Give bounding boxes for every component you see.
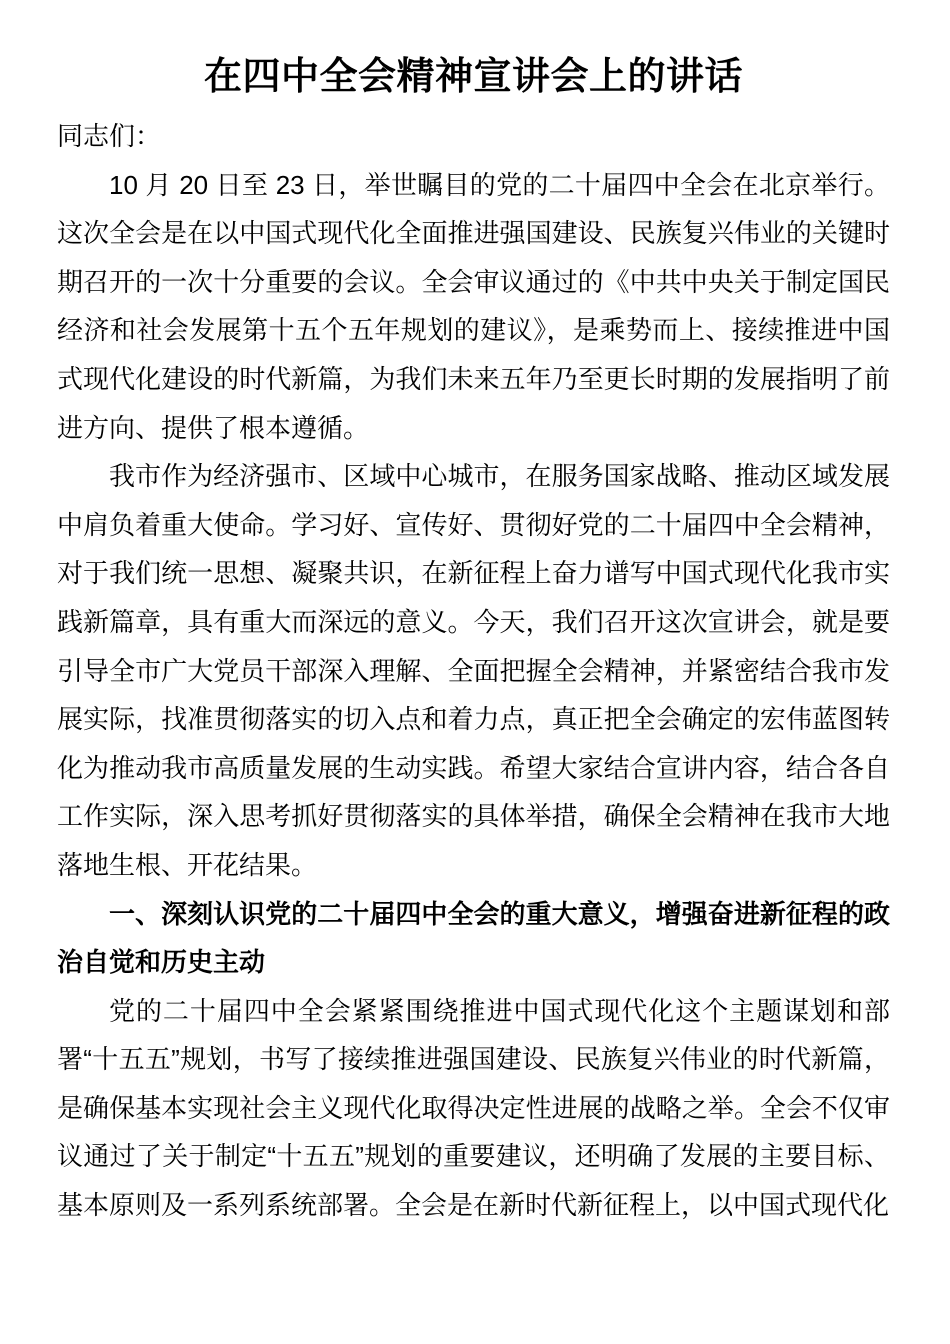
paragraph-city-mission: 我市作为经济强市、区域中心城市，在服务国家战略、推动区域发展中肩负着重大使命。学习好、宣传好、贯彻好党的二十届四中全会精神，对于我们统一思想、凝聚共识，在新征程上奋力谱写中国式现代化我市实践新篇章，具有重大而深远的意义。今天，我们召开这次宣讲会，就是要引导全市广大党员干部深入理解、全面把握全会精神，并紧密结合我市发展实际，找准贯彻落实的切入点和着力点，真正把全会确定的宏伟蓝图转化为推动我市高质量发展的生动实践。希望大家结合宣讲内容，结合各自工作实际，深入思考抓好贯彻落实的具体举措，确保全会精神在我市大地落地生根、开花结果。: [57, 461, 890, 880]
section-heading-1: 一、深刻认识党的二十届四中全会的重大意义，增强奋进新征程的政治自觉和历史主动: [57, 898, 890, 978]
document-title: 在四中全会精神宣讲会上的讲话: [203, 56, 743, 98]
salutation-line: 同志们：: [57, 121, 162, 151]
paragraph-intro-plenary: 10 月 20 日至 23 日，举世瞩目的党的二十届四中全会在北京举行。这次全会是在以中国式现代化全面推进强国建设、民族复兴伟业的关键时期召开的一次十分重要的会议。全会审议通过的《中共中央关于制定国民经济和社会发展第十五个五年规划的建议》，是乘势而上、接续推进中国式现代化建设的时代新篇，为我们未来五年乃至更长时期的发展指明了前进方向、提供了根本遵循。: [57, 169, 890, 443]
paragraph-plenary-significance: 党的二十届四中全会紧紧围绕推进中国式现代化这个主题谋划和部署“十五五”规划，书写了接续推进强国建设、民族复兴伟业的时代新篇，是确保基本实现社会主义现代化取得决定性进展的战略之举。全会不仅审议通过了关于制定“十五五”规划的重要建议，还明确了发展的主要目标、基本原则及一系列系统部署。全会是在新时代新征程上，以中国式现代化: [57, 995, 890, 1221]
